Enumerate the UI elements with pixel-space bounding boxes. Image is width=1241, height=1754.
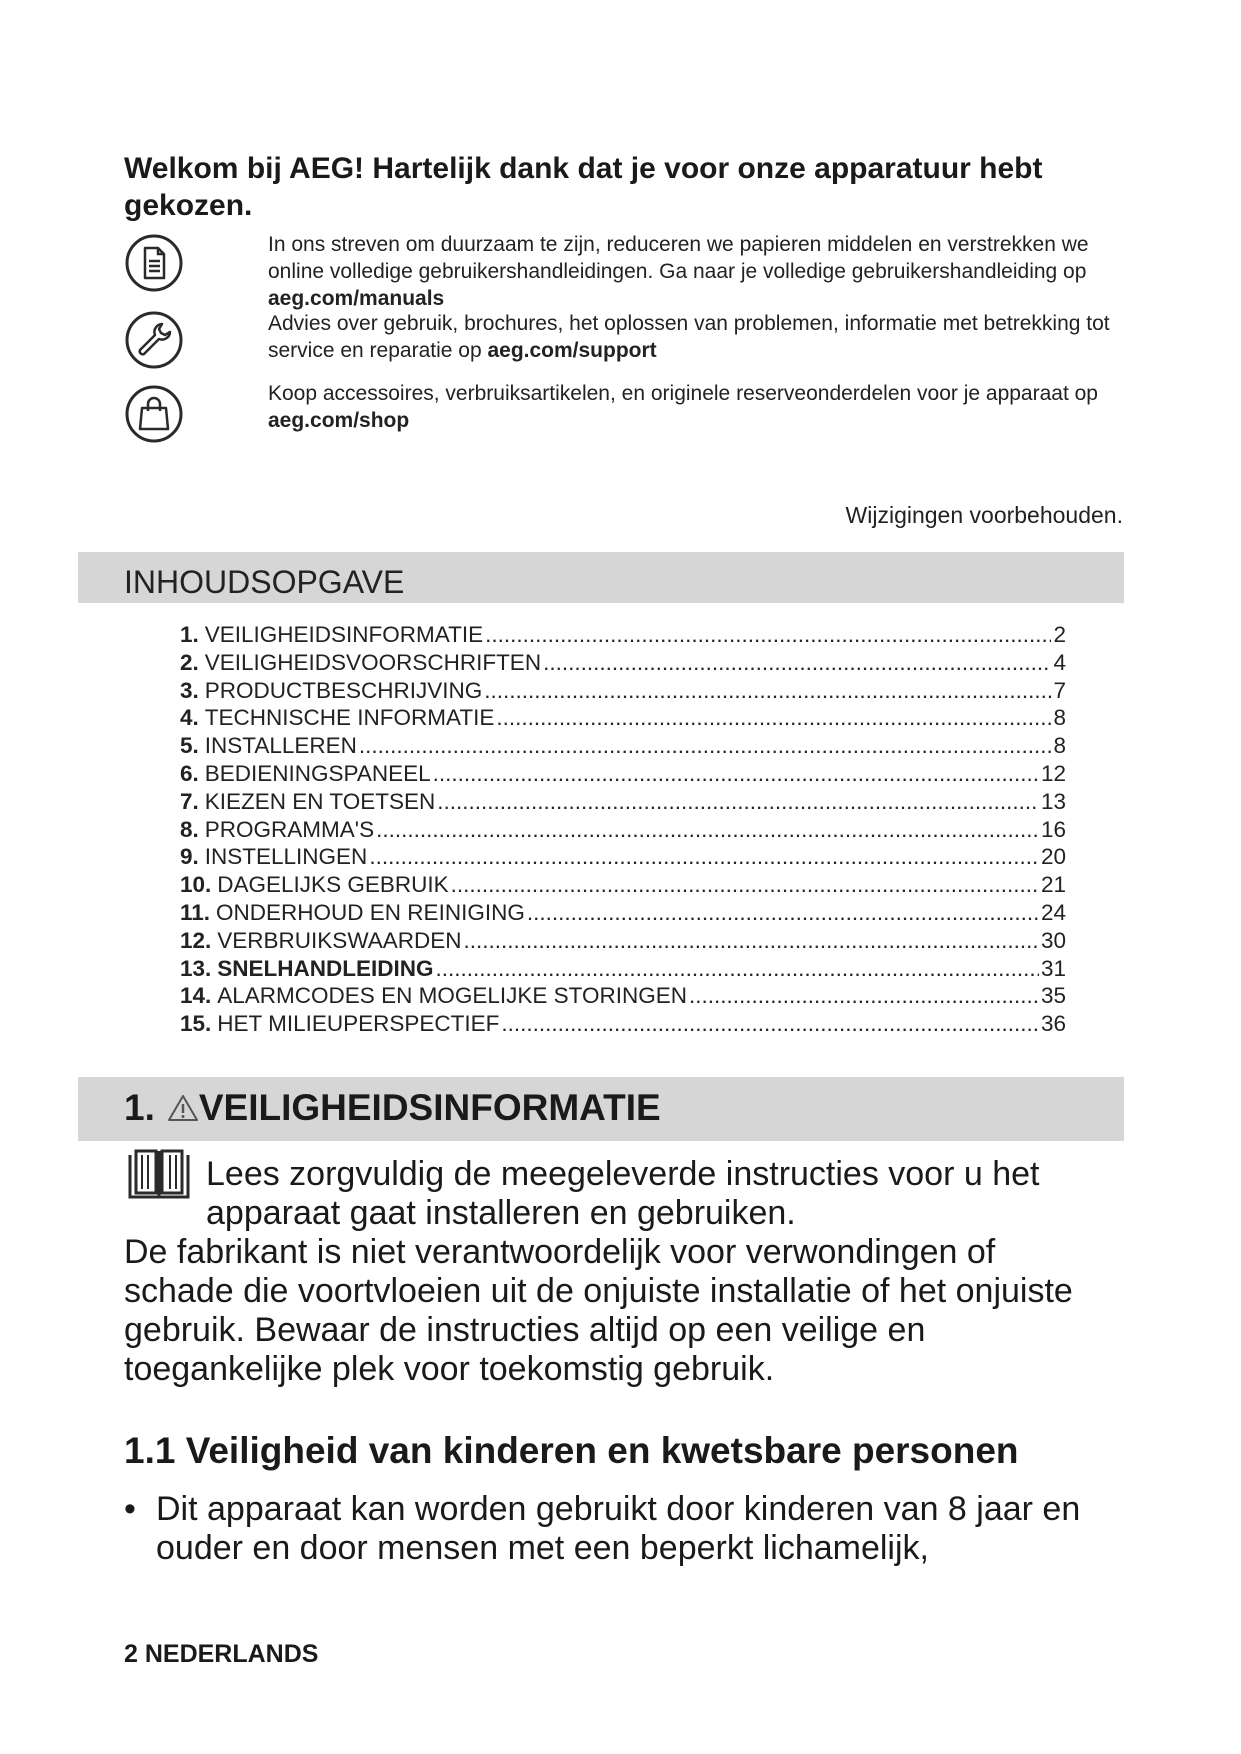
toc-entry-page: 36 <box>1040 1011 1066 1037</box>
toc-entry-label: INSTALLEREN <box>204 733 357 759</box>
toc-entry-number: 12. <box>180 927 212 953</box>
toc-entry[interactable] <box>180 732 1066 760</box>
toc-entry[interactable] <box>180 649 1066 677</box>
toc-entry[interactable] <box>180 816 1066 844</box>
book-icon <box>124 1147 194 1203</box>
toc-entry-number: 9. <box>180 844 199 870</box>
toc-entry[interactable] <box>180 843 1066 871</box>
toc-entry-page: 20 <box>1040 844 1066 870</box>
toc-entry-label: VERBRUIKSWAARDEN <box>217 927 462 953</box>
toc-entry[interactable] <box>180 621 1066 649</box>
manual-icon <box>124 233 184 293</box>
bullet-text: Dit apparaat kan worden gebruikt door kinderen van 8 jaar en ouder en door mensen met een beperkt lichamelijk, <box>156 1490 1081 1567</box>
toc-entry-page: 12 <box>1040 760 1066 786</box>
toc-entry-leader <box>543 649 1051 677</box>
toc-entry-page: 8 <box>1053 705 1066 731</box>
toc-entry-number: 3. <box>180 677 199 703</box>
support-link[interactable]: aeg.com/support <box>487 339 657 362</box>
toc-entry-page: 21 <box>1040 872 1066 898</box>
toc-entry-number: 6. <box>180 760 199 786</box>
shop-link[interactable]: aeg.com/shop <box>268 409 410 432</box>
toc-entry[interactable] <box>180 927 1066 955</box>
toc-entry-leader <box>436 955 1039 983</box>
toc-entry-page: 7 <box>1053 677 1066 703</box>
toc-entry-number: 15. <box>180 1011 212 1037</box>
toc-entry[interactable] <box>180 788 1066 816</box>
toc-entry-label: KIEZEN EN TOETSEN <box>204 788 436 814</box>
toc-entry-page: 35 <box>1040 983 1066 1009</box>
toc-entry[interactable] <box>180 760 1066 788</box>
toc-entry[interactable] <box>180 982 1066 1010</box>
toc-entry-label: ALARMCODES EN MOGELIJKE STORINGEN <box>217 983 687 1009</box>
toc-entry-number: 1. <box>180 622 199 647</box>
toc-entry-page: 13 <box>1040 788 1066 814</box>
toc-entry-page: 8 <box>1053 733 1066 759</box>
toc-entry[interactable] <box>180 704 1066 732</box>
toc-entry-label: SNELHANDLEIDING <box>217 955 434 981</box>
toc-entry-number: 5. <box>180 733 199 759</box>
toc-entry-number: 11. <box>180 899 211 925</box>
bullet-dot: • <box>124 1490 136 1528</box>
toc-entry[interactable] <box>180 1010 1066 1038</box>
toc-entry-label: ONDERHOUD EN REINIGING <box>216 899 525 925</box>
toc-entry-label: VEILIGHEIDSVOORSCHRIFTEN <box>204 649 542 675</box>
toc-entry-page: 16 <box>1040 816 1066 842</box>
section-1-heading <box>124 1087 661 1129</box>
toc-entry-number: 14. <box>180 983 212 1009</box>
toc-entry-number: 13. <box>180 955 212 981</box>
toc-entry-leader <box>484 677 1051 705</box>
section-1-number: 1. <box>124 1087 155 1128</box>
toc-entry-leader <box>496 704 1051 732</box>
toc-header-bar <box>78 552 1124 603</box>
toc-entry-leader <box>437 788 1039 816</box>
toc-entry-leader <box>433 760 1039 788</box>
toc-entry-page: 24 <box>1040 899 1066 925</box>
toc-entry-page: 30 <box>1040 927 1066 953</box>
toc-list <box>180 621 1066 1038</box>
toc-entry-number: 10. <box>180 872 212 898</box>
toc-title: INHOUDSOPGAVE <box>124 564 405 600</box>
toc-entry-leader <box>689 982 1039 1010</box>
wrench-icon <box>124 310 184 370</box>
toc-entry-leader <box>501 1010 1039 1038</box>
toc-entry-label: HET MILIEUPERSPECTIEF <box>217 1011 500 1037</box>
shopping-bag-icon <box>124 384 184 444</box>
section-1-1-heading: 1.1 Veiligheid van kinderen en kwetsbare personen <box>124 1430 1019 1471</box>
info-text-shop: Koop accessoires, verbruiksartikelen, en originele reserveonderdelen voor je apparaat op aeg.com/shop <box>268 382 1098 432</box>
toc-entry-label: DAGELIJKS GEBRUIK <box>217 872 449 898</box>
section-1-header-bar <box>78 1077 1124 1141</box>
section-1-intro: Lees zorgvuldig de meegeleverde instructies voor u het apparaat gaat installeren en gebruiken. <box>206 1155 1040 1232</box>
toc-entry-page: 4 <box>1053 649 1066 675</box>
toc-entry-number: 8. <box>180 816 199 842</box>
toc-entry-label: INSTELLINGEN <box>204 844 368 870</box>
toc-entry-leader <box>464 927 1039 955</box>
toc-entry[interactable] <box>180 955 1066 983</box>
toc-entry-page: 31 <box>1040 955 1066 981</box>
toc-entry-leader <box>369 843 1039 871</box>
section-1-liability: De fabrikant is niet verantwoordelijk voor verwondingen of schade die voortvloeien uit de onjuiste installatie of het onjuiste gebruik. Bewaar de instructies altijd op een veilige en toegankelijke plek voor toekomstig gebruik. <box>124 1233 1073 1388</box>
section-1-body <box>124 1155 1114 1389</box>
page-footer: 2 NEDERLANDS <box>124 1640 319 1668</box>
toc-entry-label: BEDIENINGSPANEEL <box>204 760 431 786</box>
bullet-item <box>124 1490 1114 1568</box>
toc-entry-leader <box>359 732 1052 760</box>
toc-entry-label: VEILIGHEIDSINFORMATIE <box>204 622 484 647</box>
toc-entry[interactable] <box>180 899 1066 927</box>
warning-icon <box>167 1093 199 1123</box>
toc-entry-leader <box>376 816 1039 844</box>
welcome-title: Welkom bij AEG! Hartelijk dank dat je voor onze apparatuur hebt gekozen. <box>124 152 1043 222</box>
toc-entry-number: 7. <box>180 788 199 814</box>
info-text-manuals: In ons streven om duurzaam te zijn, reduceren we papieren middelen en verstrekken we online volledige gebruikershandleidingen. Ga naar je volledige gebruikershandleiding op aeg.com/manuals <box>268 233 1089 310</box>
toc-entry-number: 2. <box>180 649 199 675</box>
manuals-link[interactable]: aeg.com/manuals <box>268 287 445 310</box>
toc-entry-number: 4. <box>180 705 199 731</box>
toc-entry-leader <box>485 621 1051 649</box>
changes-note: Wijzigingen voorbehouden. <box>845 502 1123 528</box>
toc-entry[interactable] <box>180 677 1066 705</box>
toc-entry-label: PRODUCTBESCHRIJVING <box>204 677 483 703</box>
info-text-support: Advies over gebruik, brochures, het oplossen van problemen, informatie met betrekking tot service en reparatie op aeg.com/support <box>268 312 1110 362</box>
toc-entry[interactable] <box>180 871 1066 899</box>
toc-entry-page: 2 <box>1053 622 1066 647</box>
section-1-title: VEILIGHEIDSINFORMATIE <box>198 1087 661 1128</box>
toc-entry-label: TECHNISCHE INFORMATIE <box>204 705 495 731</box>
toc-entry-leader <box>451 871 1039 899</box>
toc-entry-leader <box>527 899 1039 927</box>
toc-entry-label: PROGRAMMA'S <box>204 816 375 842</box>
